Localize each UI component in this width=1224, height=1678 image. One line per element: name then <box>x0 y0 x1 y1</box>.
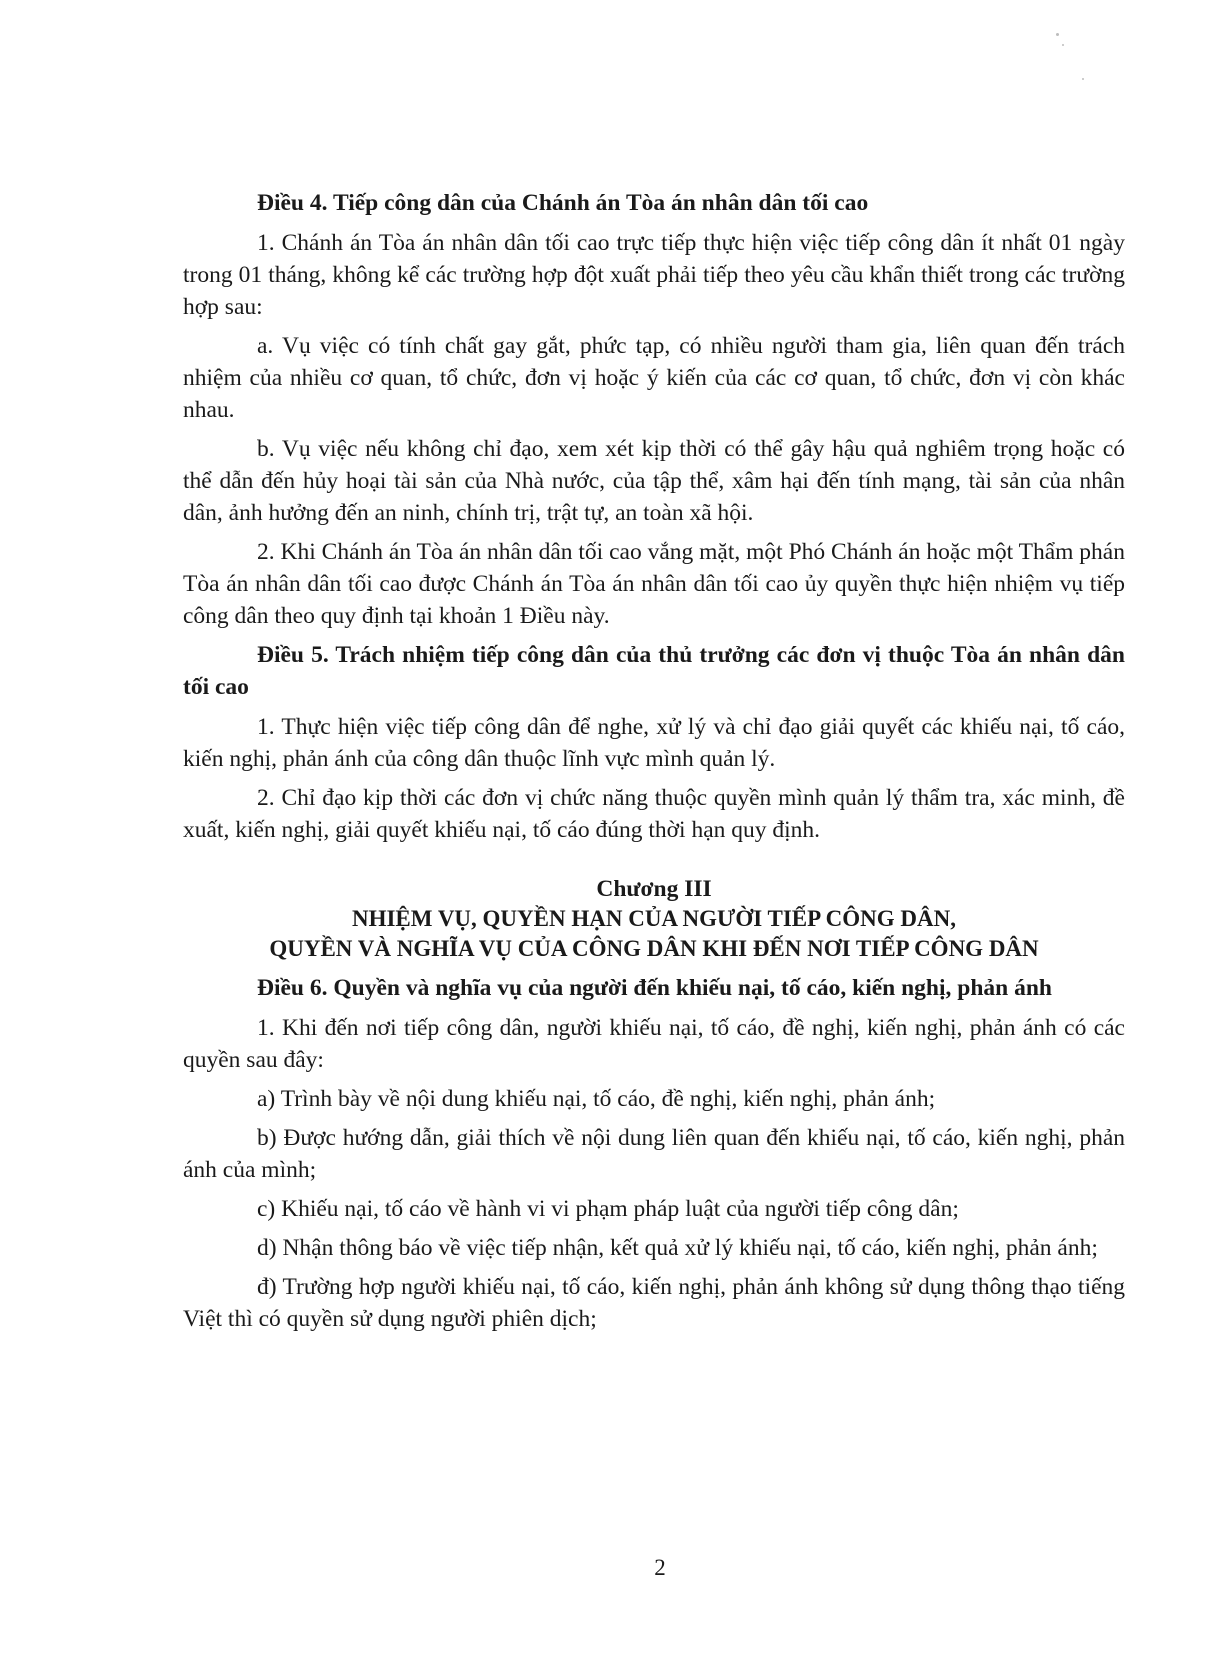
chapter-number: Chương III <box>596 876 712 902</box>
article-4-clause-1: 1. Chánh án Tòa án nhân dân tối cao trực tiếp thực hiện việc tiếp công dân ít nhất 01 ngày trong 01 tháng, không kể các trường hợp đột xuất phải tiếp theo yêu cầu khẩn thiết trong các trường hợp sau: <box>183 230 1125 320</box>
article-6-point-dd: đ) Trường hợp người khiếu nại, tố cáo, kiến nghị, phản ánh không sử dụng thông thạo tiếng Việt thì có quyền sử dụng người phiên dịch; <box>183 1274 1125 1332</box>
article-6-point-b: b) Được hướng dẫn, giải thích về nội dung liên quan đến khiếu nại, tố cáo, kiến nghị, phản ánh của mình; <box>183 1125 1125 1183</box>
article-4-heading: Điều 4. Tiếp công dân của Chánh án Tòa án nhân dân tối cao <box>257 190 869 216</box>
article-5-heading: Điều 5. Trách nhiệm tiếp công dân của thủ trưởng các đơn vị thuộc Tòa án nhân dân tối cao <box>183 642 1125 700</box>
scan-speck <box>1062 44 1064 46</box>
chapter-title-line-2: QUYỀN VÀ NGHĨA VỤ CỦA CÔNG DÂN KHI ĐẾN NƠI TIẾP CÔNG DÂN <box>269 936 1039 961</box>
article-5-clause-2: 2. Chỉ đạo kịp thời các đơn vị chức năng thuộc quyền mình quản lý thẩm tra, xác minh, đề xuất, kiến nghị, giải quyết khiếu nại, tố cáo đúng thời hạn quy định. <box>183 785 1125 843</box>
document-body <box>183 187 1125 1342</box>
article-5-clause-1: 1. Thực hiện việc tiếp công dân để nghe, xử lý và chỉ đạo giải quyết các khiếu nại, tố cáo, kiến nghị, phản ánh của công dân thuộc lĩnh vực mình quản lý. <box>183 714 1125 772</box>
scan-speck <box>1056 33 1059 36</box>
article-6-point-c: c) Khiếu nại, tố cáo về hành vi vi phạm pháp luật của người tiếp công dân; <box>257 1196 959 1222</box>
article-4-point-a: a. Vụ việc có tính chất gay gắt, phức tạp, có nhiều người tham gia, liên quan đến trách nhiệm của nhiều cơ quan, tổ chức, đơn vị hoặc ý kiến của các cơ quan, tổ chức, đơn vị còn khác nhau. <box>183 333 1125 423</box>
article-4-point-b: b. Vụ việc nếu không chỉ đạo, xem xét kịp thời có thể gây hậu quả nghiêm trọng hoặc có thể dẫn đến hủy hoại tài sản của Nhà nước, của tập thể, xâm hại đến tính mạng, tài sản của nhân dân, ảnh hưởng đến an ninh, chính trị, trật tự, an toàn xã hội. <box>183 436 1125 526</box>
chapter-title-line-1: NHIỆM VỤ, QUYỀN HẠN CỦA NGƯỜI TIẾP CÔNG DÂN, <box>351 906 956 931</box>
article-6-clause-1: 1. Khi đến nơi tiếp công dân, người khiếu nại, tố cáo, đề nghị, kiến nghị, phản ánh có các quyền sau đây: <box>183 1015 1125 1073</box>
article-6-point-a: a) Trình bày về nội dung khiếu nại, tố cáo, đề nghị, kiến nghị, phản ánh; <box>257 1086 936 1112</box>
page-number: 2 <box>654 1555 666 1580</box>
scan-speck <box>1082 78 1084 80</box>
article-6-point-d: d) Nhận thông báo về việc tiếp nhận, kết quả xử lý khiếu nại, tố cáo, kiến nghị, phản ánh; <box>257 1235 1098 1261</box>
chapter-heading <box>183 874 1125 964</box>
article-6-heading: Điều 6. Quyền và nghĩa vụ của người đến khiếu nại, tố cáo, kiến nghị, phản ánh <box>257 975 1053 1001</box>
article-4-clause-2: 2. Khi Chánh án Tòa án nhân dân tối cao vắng mặt, một Phó Chánh án hoặc một Thẩm phán Tòa án nhân dân tối cao được Chánh án Tòa án nhân dân tối cao ủy quyền thực hiện nhiệm vụ tiếp công dân theo quy định tại khoản 1 Điều này. <box>183 539 1125 629</box>
